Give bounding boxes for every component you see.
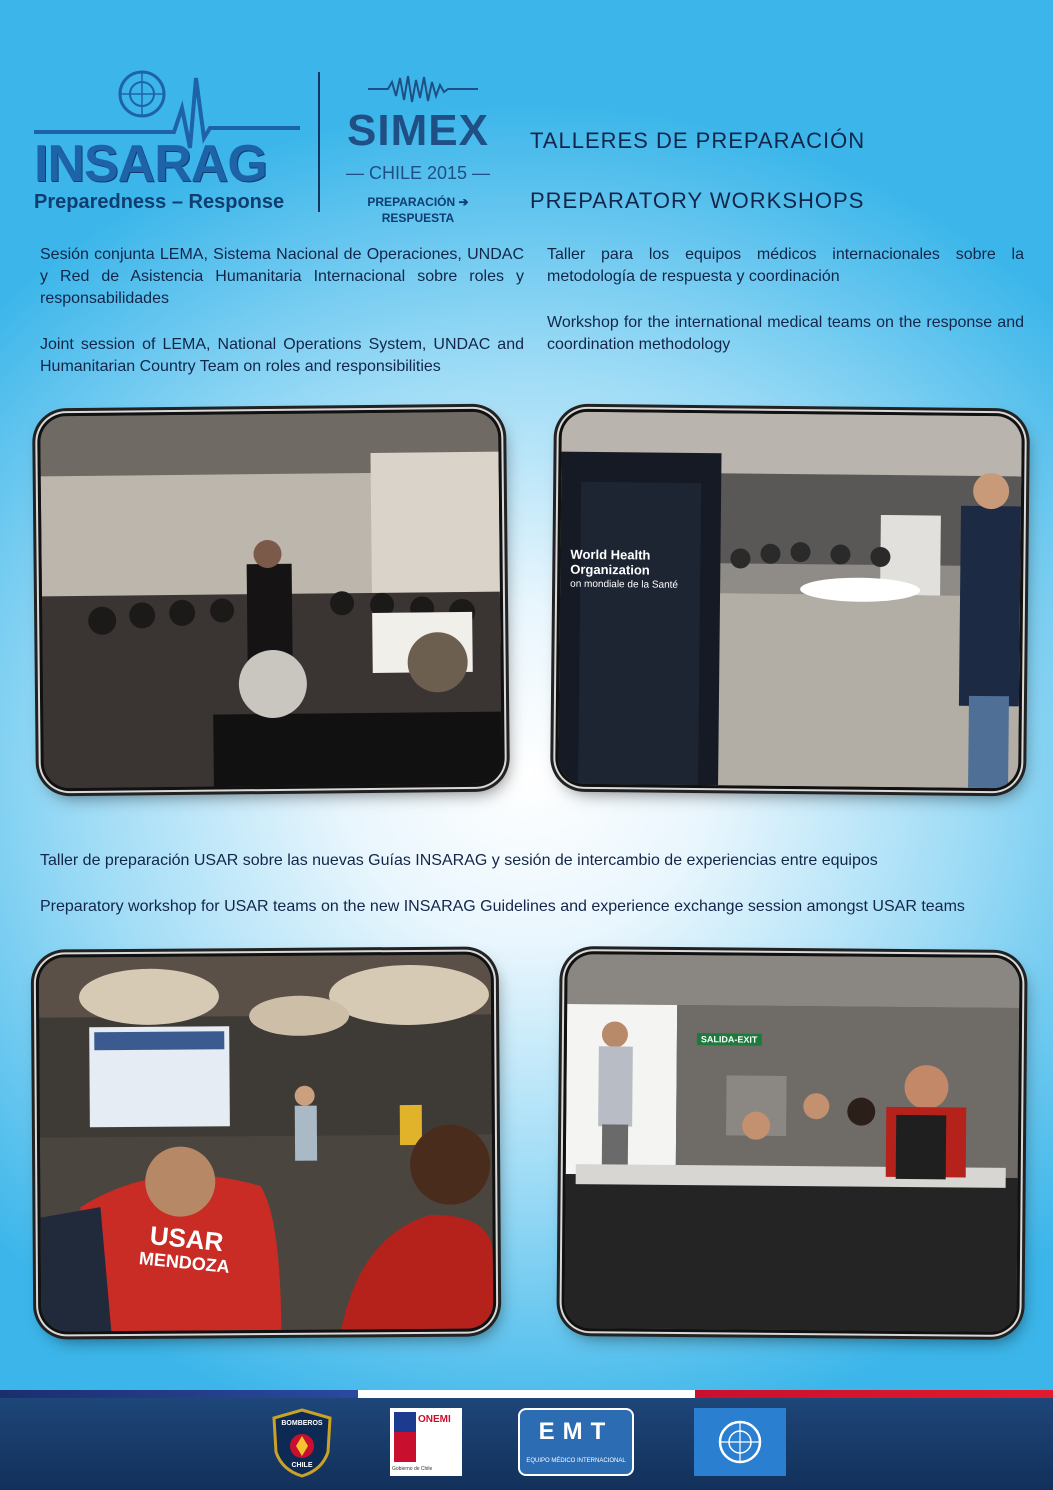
seismograph-icon — [368, 74, 478, 104]
shirt-line-2: MENDOZA — [138, 1248, 231, 1277]
insarag-wordmark: INSARAG — [34, 135, 267, 193]
vest-line-3: on mondiale de la Santé — [570, 578, 679, 591]
who-vest-text — [570, 547, 720, 594]
simex-tagline-right: RESPUESTA — [381, 211, 455, 225]
bomberos-chile-logo — [270, 1408, 334, 1476]
page-title-en: PREPARATORY WORKSHOPS — [530, 188, 865, 213]
bomberos-top-text: BOMBEROS — [281, 1420, 323, 1427]
caption-right-es: Taller para los equipos médicos internacionales sobre la metodología de respuesta y coordinación — [547, 246, 1024, 285]
arrow-right-icon: ➔ — [458, 195, 469, 209]
onemi-subtext: Gobierno de Chile — [392, 1466, 433, 1472]
exit-sign: SALIDA-EXIT — [697, 1033, 762, 1046]
simex-tagline-left: PREPARACIÓN — [367, 195, 456, 209]
onemi-logo — [390, 1408, 462, 1476]
shirt-line-1: USAR — [148, 1220, 225, 1258]
photo-usar-workshop — [39, 954, 494, 1331]
simex-wordmark: SIMEX — [347, 106, 489, 155]
vest-line-2: Organization — [570, 561, 650, 578]
photo-experience-exchange — [564, 954, 1019, 1332]
caption-left-en: Joint session of LEMA, National Operations System, UNDAC and Humanitarian Country Team on roles and responsibilities — [40, 336, 524, 375]
un-logo — [694, 1408, 786, 1476]
caption-bottom-en: Preparatory workshop for USAR teams on the new INSARAG Guidelines and experience exchange session amongst USAR teams — [40, 898, 965, 915]
emt-logo — [518, 1408, 634, 1476]
onemi-flag-icon — [394, 1412, 416, 1462]
caption-right-en: Workshop for the international medical teams on the response and coordination methodology — [547, 314, 1024, 353]
caption-bottom-es: Taller de preparación USAR sobre las nuevas Guías INSARAG y sesión de intercambio de experiencias entre equipos — [40, 852, 878, 869]
photo-medical-teams-workshop — [558, 412, 1022, 789]
bomberos-bottom-text: CHILE — [291, 1462, 313, 1469]
chile-flag-stripe — [0, 1390, 1053, 1398]
onemi-text: ONEMI — [418, 1414, 451, 1425]
caption-left-es: Sesión conjunta LEMA, Sistema Nacional de Operaciones, UNDAC y Red de Asistencia Humanitaria Internacional sobre roles y responsabilidades — [40, 246, 524, 307]
photo-joint-session — [40, 412, 502, 789]
header-divider — [318, 72, 320, 212]
simex-tagline — [338, 194, 498, 226]
insarag-subtitle: Preparedness – Response — [34, 191, 285, 213]
emt-subtext: EQUIPO MÉDICO INTERNACIONAL — [526, 1458, 626, 1464]
page-title-es: TALLERES DE PREPARACIÓN — [530, 128, 866, 153]
simex-subtitle: — CHILE 2015 — — [345, 163, 491, 183]
emt-text: EMT — [538, 1418, 614, 1445]
vest-line-1: World Health — [570, 546, 651, 563]
un-emblem-icon — [694, 1408, 786, 1476]
